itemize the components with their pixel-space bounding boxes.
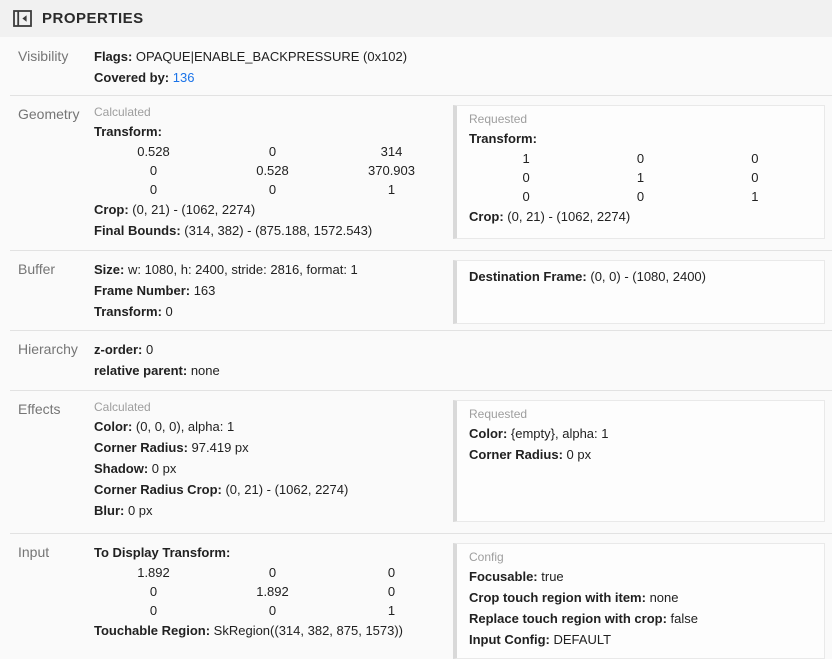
section-label-input: Input xyxy=(18,544,50,560)
input-properties xyxy=(94,541,449,641)
matrix-cell: 1 xyxy=(387,182,396,197)
property-corner-radius xyxy=(469,444,812,465)
matrix-cell: 0.528 xyxy=(256,163,289,178)
property-z-order xyxy=(94,339,832,360)
prop-value: true xyxy=(541,569,564,584)
matrix-cell: 1.892 xyxy=(137,565,170,580)
property-transform xyxy=(94,121,449,142)
collapse-panel-icon[interactable] xyxy=(12,8,33,29)
property-shadow xyxy=(94,458,449,479)
property-crop xyxy=(94,199,449,220)
matrix-cell: 0 xyxy=(268,182,277,197)
prop-key: Replace touch region with crop: xyxy=(469,611,667,626)
panel-title: PROPERTIES xyxy=(42,10,144,27)
prop-value: (0, 21) - (1062, 2274) xyxy=(507,209,631,224)
prop-key: relative parent: xyxy=(94,363,188,378)
prop-key: Frame Number: xyxy=(94,283,191,298)
prop-value: SkRegion((314, 382, 875, 1573)) xyxy=(213,623,404,638)
prop-value: 0 px xyxy=(566,447,592,462)
matrix-cell: 0 xyxy=(149,163,158,178)
property-size xyxy=(94,259,449,280)
property-covered-by xyxy=(94,67,832,88)
matrix-cell: 0 xyxy=(149,182,158,197)
prop-value: w: 1080, h: 2400, stride: 2816, format: 1 xyxy=(127,262,358,277)
prop-key: Size: xyxy=(94,262,125,277)
hierarchy-properties xyxy=(94,338,832,381)
group-label-calculated: Calculated xyxy=(94,400,151,414)
prop-key: Input Config: xyxy=(469,632,550,647)
prop-key: Corner Radius: xyxy=(469,447,563,462)
matrix-cell: 0 xyxy=(522,189,530,204)
geometry-calculated-group xyxy=(94,103,449,241)
prop-key: Crop touch region with item: xyxy=(469,590,646,605)
prop-value: 0 px xyxy=(127,503,153,518)
matrix-cell: 0 xyxy=(268,603,277,618)
prop-value: (0, 21) - (1062, 2274) xyxy=(225,482,349,497)
to-display-transform-matrix xyxy=(94,563,451,620)
section-hierarchy xyxy=(0,330,832,390)
prop-key: Transform: xyxy=(469,131,537,146)
prop-key: Color: xyxy=(469,426,508,441)
matrix-cell: 0.528 xyxy=(137,144,170,159)
group-label-requested: Requested xyxy=(469,112,528,126)
prop-key: z-order: xyxy=(94,342,143,357)
prop-value: OPAQUE|ENABLE_BACKPRESSURE (0x102) xyxy=(135,49,408,64)
matrix-cell: 0 xyxy=(751,170,759,185)
section-effects xyxy=(0,390,832,533)
property-focusable xyxy=(469,566,812,587)
prop-value: DEFAULT xyxy=(553,632,612,647)
buffer-properties xyxy=(94,258,449,322)
matrix-cell: 0 xyxy=(387,584,396,599)
property-flags xyxy=(94,46,832,67)
matrix-cell: 0 xyxy=(636,151,645,166)
property-destination-frame xyxy=(469,266,812,287)
geometry-requested-box xyxy=(453,105,825,239)
prop-value: false xyxy=(670,611,699,626)
matrix-cell: 314 xyxy=(380,144,403,159)
prop-key: Flags: xyxy=(94,49,133,64)
prop-key: Transform: xyxy=(94,304,162,319)
input-config-box xyxy=(453,543,825,659)
prop-value: (0, 21) - (1062, 2274) xyxy=(132,202,256,217)
prop-key: Destination Frame: xyxy=(469,269,587,284)
property-replace-touch-region xyxy=(469,608,812,629)
property-transform xyxy=(94,301,449,322)
prop-value: (314, 382) - (875.188, 1572.543) xyxy=(184,223,373,238)
prop-key: Corner Radius Crop: xyxy=(94,482,222,497)
property-corner-radius xyxy=(94,437,449,458)
prop-key: Focusable: xyxy=(469,569,538,584)
covered-by-link[interactable]: 136 xyxy=(172,70,195,85)
prop-key: Color: xyxy=(94,419,133,434)
prop-value: none xyxy=(190,363,220,378)
property-relative-parent xyxy=(94,360,832,381)
prop-key: Corner Radius: xyxy=(94,440,188,455)
section-label-buffer: Buffer xyxy=(18,261,56,277)
effects-requested-box xyxy=(453,400,825,522)
matrix-cell: 1 xyxy=(522,151,530,166)
prop-key: Blur: xyxy=(94,503,125,518)
section-label-hierarchy: Hierarchy xyxy=(18,341,78,357)
matrix-cell: 0 xyxy=(149,603,158,618)
prop-key: Shadow: xyxy=(94,461,149,476)
group-label-calculated: Calculated xyxy=(94,105,151,119)
prop-key: Transform: xyxy=(94,124,162,139)
prop-key: Touchable Region: xyxy=(94,623,211,638)
property-blur xyxy=(94,500,449,521)
property-crop xyxy=(469,206,812,227)
section-label-effects: Effects xyxy=(18,401,61,417)
prop-value: 0 xyxy=(146,342,154,357)
prop-value: (0, 0, 0), alpha: 1 xyxy=(135,419,235,434)
prop-value: 0 xyxy=(165,304,173,319)
section-buffer xyxy=(0,250,832,330)
prop-value: 0 px xyxy=(151,461,177,476)
property-color xyxy=(94,416,449,437)
prop-key: To Display Transform: xyxy=(94,545,231,560)
property-corner-radius-crop xyxy=(94,479,449,500)
buffer-requested-box xyxy=(453,260,825,324)
prop-key: Covered by: xyxy=(94,70,170,85)
matrix-cell: 0 xyxy=(268,565,277,580)
group-label-config: Config xyxy=(469,550,504,564)
property-transform xyxy=(469,128,812,149)
section-label-visibility: Visibility xyxy=(18,48,69,64)
prop-value: 163 xyxy=(193,283,216,298)
prop-key: Crop: xyxy=(94,202,129,217)
group-label-requested: Requested xyxy=(469,407,528,421)
prop-key: Crop: xyxy=(469,209,504,224)
prop-value: 97.419 px xyxy=(191,440,249,455)
matrix-cell: 0 xyxy=(387,565,396,580)
matrix-cell: 1 xyxy=(636,170,645,185)
property-input-config xyxy=(469,629,812,650)
property-to-display-transform xyxy=(94,542,449,563)
properties-header xyxy=(0,0,832,37)
property-frame-number xyxy=(94,280,449,301)
visibility-properties xyxy=(94,45,832,88)
matrix-cell: 1 xyxy=(387,603,396,618)
matrix-cell: 0 xyxy=(149,584,158,599)
prop-value: none xyxy=(649,590,679,605)
transform-matrix xyxy=(469,149,812,206)
prop-value: (0, 0) - (1080, 2400) xyxy=(590,269,706,284)
section-input xyxy=(0,533,832,659)
property-color xyxy=(469,423,812,444)
section-label-geometry: Geometry xyxy=(18,106,80,122)
matrix-cell: 1.892 xyxy=(256,584,289,599)
section-visibility xyxy=(0,37,832,95)
section-geometry xyxy=(0,95,832,250)
matrix-cell: 0 xyxy=(268,144,277,159)
matrix-cell: 0 xyxy=(636,189,645,204)
prop-value: {empty}, alpha: 1 xyxy=(510,426,609,441)
property-touchable-region xyxy=(94,620,449,641)
matrix-cell: 370.903 xyxy=(368,163,415,178)
effects-calculated-group xyxy=(94,398,449,521)
property-final-bounds xyxy=(94,220,449,241)
prop-key: Final Bounds: xyxy=(94,223,181,238)
matrix-cell: 1 xyxy=(751,189,759,204)
transform-matrix xyxy=(94,142,451,199)
property-crop-touch-region xyxy=(469,587,812,608)
matrix-cell: 0 xyxy=(751,151,759,166)
matrix-cell: 0 xyxy=(522,170,530,185)
